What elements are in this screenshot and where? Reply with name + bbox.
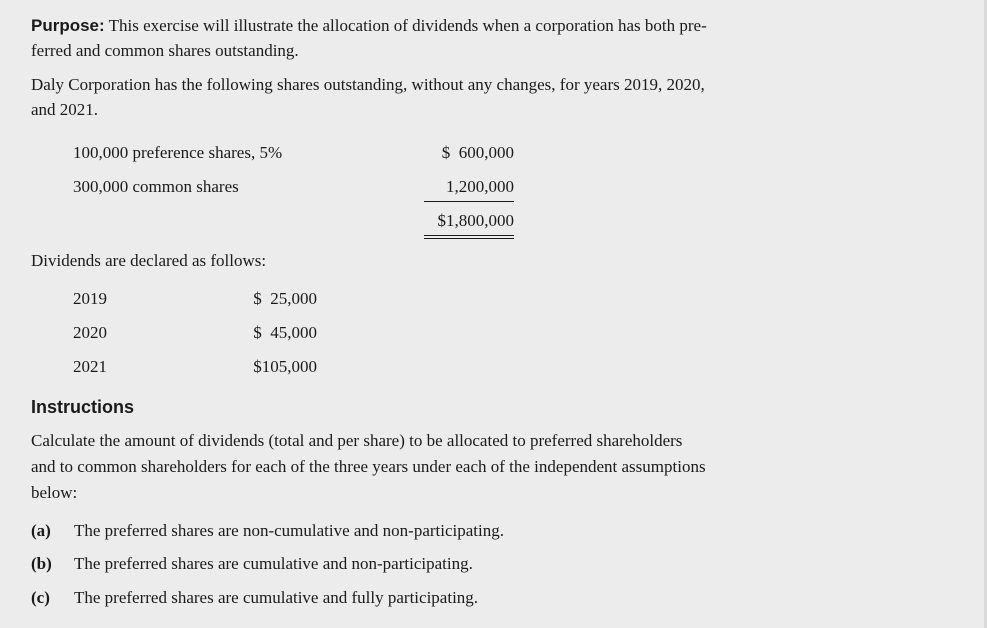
instructions-line-2: and to common shareholders for each of the three years under each of the independent assumptions <box>31 457 706 476</box>
dividend-amount: $ 25,000 <box>253 289 317 308</box>
option-text-c: The preferred shares are cumulative and fully participating. <box>74 588 479 607</box>
purpose-text-2: ferred and common shares outstanding. <box>31 41 299 60</box>
dividend-amount: $ 45,000 <box>253 323 317 342</box>
instructions-line-3: below: <box>31 483 78 502</box>
option-text-a: The preferred shares are non-cumulative and non-participating. <box>74 521 505 540</box>
option-label-b: (b) <box>31 554 52 573</box>
intro-line-1: Daly Corporation has the following shares outstanding, without any changes, for years 2019, 2020, <box>31 75 705 94</box>
purpose-label: Purpose: <box>31 16 105 35</box>
shares-row-amount: $ 600,000 <box>441 143 514 162</box>
dividend-amount: $105,000 <box>253 357 317 376</box>
purpose-line-1 <box>31 13 901 38</box>
subtotal-rule <box>424 201 514 202</box>
dividend-year: 2019 <box>73 289 107 308</box>
total-double-rule-top <box>424 235 514 236</box>
intro-paragraph <box>31 72 901 122</box>
instructions-paragraph <box>31 428 901 506</box>
shares-row-amount: 1,200,000 <box>446 177 514 196</box>
option-label-c: (c) <box>31 588 50 607</box>
option-label-a: (a) <box>31 521 51 540</box>
purpose-text-1: This exercise will illustrate the allocation of dividends when a corporation has both pre- <box>104 16 707 35</box>
option-text-b: The preferred shares are cumulative and non-participating. <box>74 554 473 573</box>
dividends-intro: Dividends are declared as follows: <box>31 251 267 270</box>
intro-line-2: and 2021. <box>31 100 99 119</box>
shares-row-label: 100,000 preference shares, 5% <box>73 143 283 162</box>
shares-total-amount: $1,800,000 <box>437 211 514 230</box>
purpose-paragraph <box>31 13 901 63</box>
dividend-year: 2021 <box>73 357 107 376</box>
instructions-heading: Instructions <box>31 397 135 417</box>
shares-row-label: 300,000 common shares <box>73 177 239 196</box>
instructions-line-1: Calculate the amount of dividends (total and per share) to be allocated to preferred shareholders <box>31 431 683 450</box>
total-double-rule-bottom <box>424 238 514 239</box>
dividend-year: 2020 <box>73 323 107 342</box>
